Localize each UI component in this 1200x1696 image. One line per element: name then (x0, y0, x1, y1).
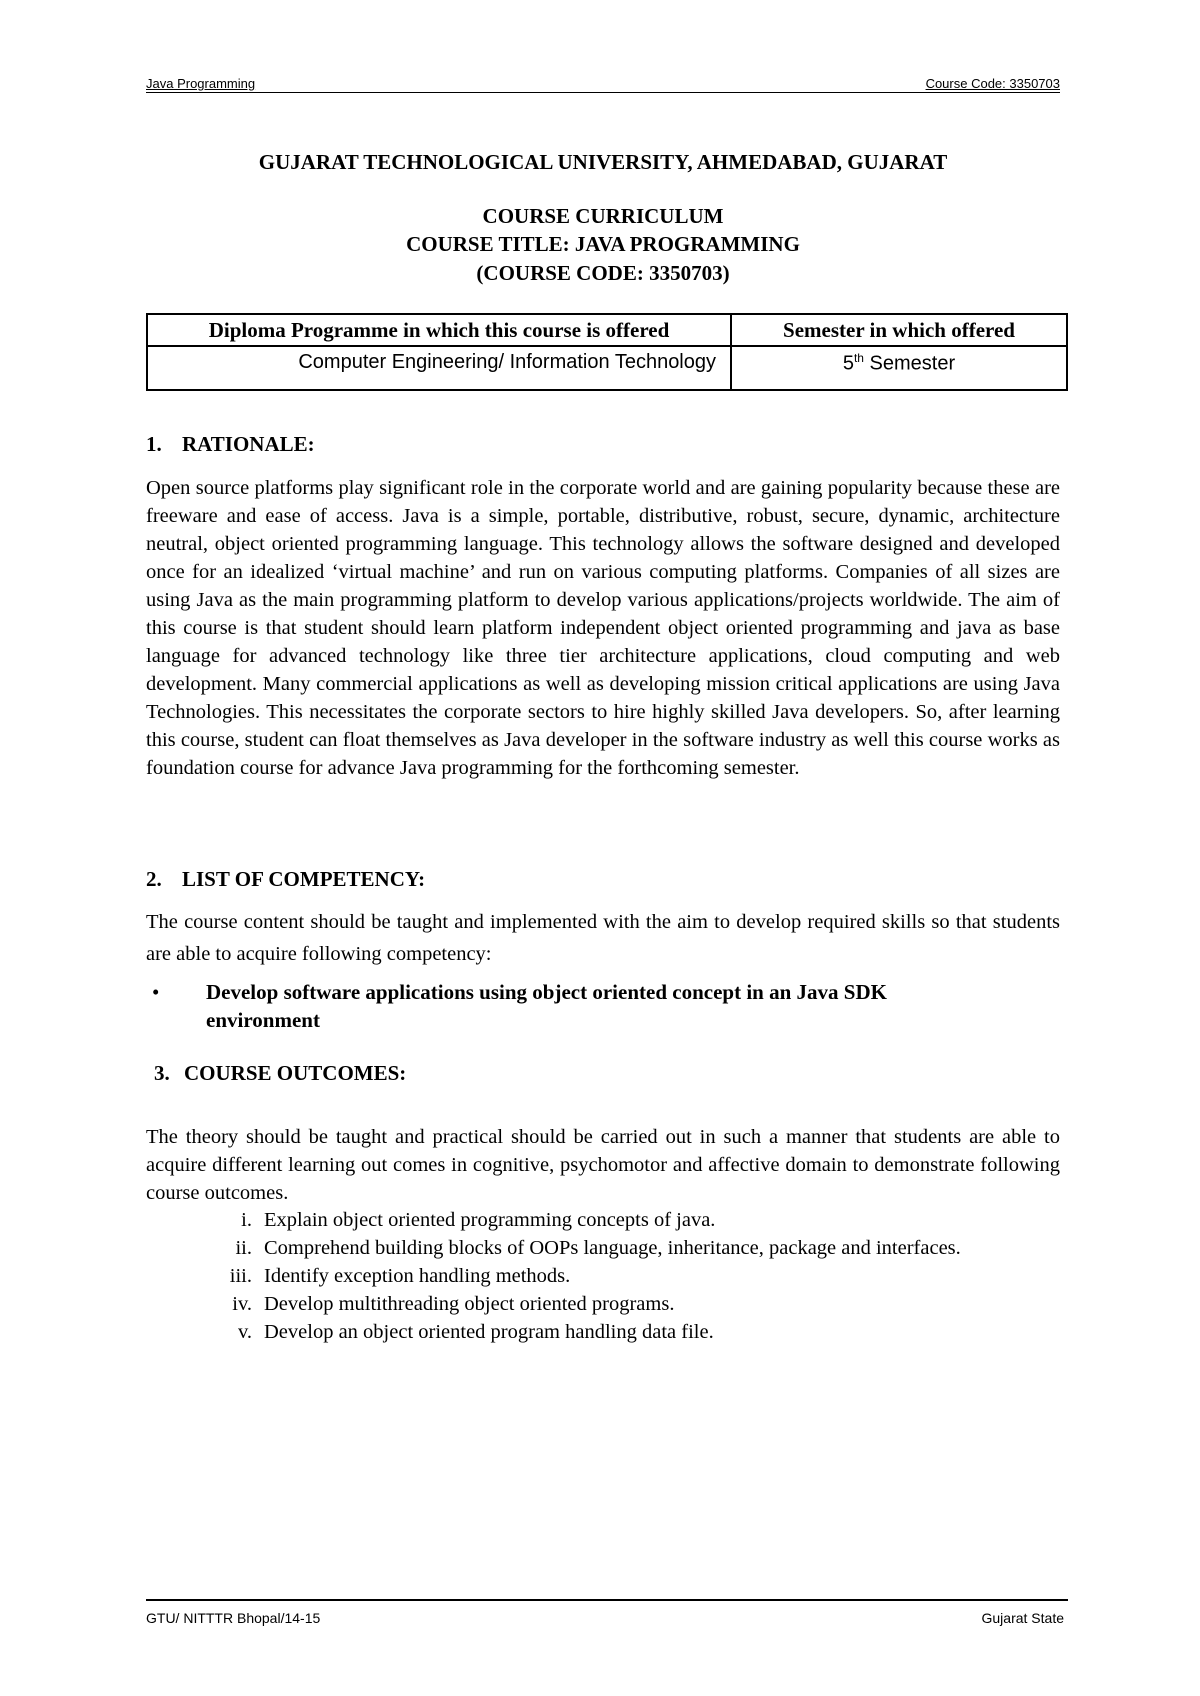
outcome-text: Explain object oriented programming concepts of java. (264, 1209, 716, 1231)
bullet-icon: • (152, 980, 160, 1004)
section-heading-competency (146, 867, 425, 892)
list-numeral: i. (241, 1209, 252, 1231)
table-row (147, 346, 1067, 390)
outcome-text: Develop multithreading object oriented programs. (264, 1293, 675, 1315)
semester-value (731, 346, 1067, 390)
list-item (146, 1234, 1060, 1262)
list-item (146, 1290, 1060, 1318)
list-item (146, 1206, 1060, 1234)
outcome-text: Comprehend building blocks of OOPs language, inheritance, package and interfaces. (264, 1237, 961, 1259)
rationale-paragraph: Open source platforms play significant role in the corporate world and are gaining popularity because these are freeware and ease of access. Java is a simple, portable, distributive, robust, secure, dynamic, architecture neutral, object oriented programming language. This technology allows the software designed and developed once for an idealized ‘virtual machine’ and run on various computing platforms. Companies of all sizes are using Java as the main programming platform to develop various applications/projects worldwide. The aim of this course is that student should learn platform independent object oriented programming and java as base language for advanced technology like three tier architecture applications, cloud computing and web development. Many commercial applications as well as developing mission critical applications are using Java Technologies. This necessitates the corporate sectors to hire highly skilled Java developers. So, after learning this course, student can float themselves as Java developer in the software industry as well this course works as foundation course for advance Java programming for the forthcoming semester. (146, 477, 1060, 779)
section-title: LIST OF COMPETENCY: (182, 867, 426, 891)
list-numeral: iv. (232, 1293, 252, 1315)
section-number: 1. (146, 432, 162, 456)
section-heading-rationale (146, 432, 315, 457)
col-header-semester: Semester in which offered (731, 314, 1067, 346)
running-footer (146, 1599, 1068, 1631)
section-number: 2. (146, 867, 162, 891)
section-title: COURSE OUTCOMES: (184, 1061, 407, 1085)
semester-ordinal: th (853, 351, 864, 365)
section-heading-outcomes (154, 1061, 406, 1086)
footer-state: Gujarat State (981, 1610, 1064, 1626)
header-course-code: Course Code: 3350703 (925, 76, 1060, 91)
curriculum-heading: COURSE CURRICULUM (482, 204, 724, 228)
list-numeral: v. (237, 1321, 252, 1343)
university-title: GUJARAT TECHNOLOGICAL UNIVERSITY, AHMEDABAD, GUJARAT (258, 150, 948, 174)
competency-paragraph: The course content should be taught and implemented with the aim to develop required skills so that students are able to acquire following competency: (146, 911, 1060, 965)
section-title: RATIONALE: (182, 432, 315, 456)
list-item (146, 1318, 1060, 1346)
semester-word: Semester (863, 352, 956, 375)
outcome-text: Identify exception handling methods. (264, 1265, 571, 1287)
outcomes-paragraph: The theory should be taught and practical should be carried out in such a manner that students are able to acquire different learning out comes in cognitive, psychomotor and affective domain to demonstrate following course outcomes. (146, 1126, 1060, 1204)
col-header-programme: Diploma Programme in which this course is offered (147, 314, 731, 346)
list-item (146, 1262, 1060, 1290)
header-course-name: Java Programming (146, 76, 256, 91)
list-numeral: ii. (235, 1237, 252, 1259)
outcomes-list (146, 1206, 1060, 1346)
competency-item: Develop software applications using object oriented concept in an Java SDK environment (206, 980, 887, 1032)
programme-table (146, 313, 1068, 391)
section-number: 3. (154, 1061, 170, 1085)
course-code: (COURSE CODE: 3350703) (476, 261, 730, 285)
course-title: COURSE TITLE: JAVA PROGRAMMING (406, 232, 800, 256)
running-header (146, 72, 1060, 93)
outcome-text: Develop an object oriented program handling data file. (264, 1321, 714, 1343)
table-header-row (147, 314, 1067, 346)
footer-institution: GTU/ NITTTR Bhopal/14-15 (146, 1610, 321, 1626)
list-numeral: iii. (229, 1265, 252, 1287)
programme-value: Computer Engineering/ Information Technology (147, 346, 731, 390)
semester-number: 5 (842, 352, 854, 375)
